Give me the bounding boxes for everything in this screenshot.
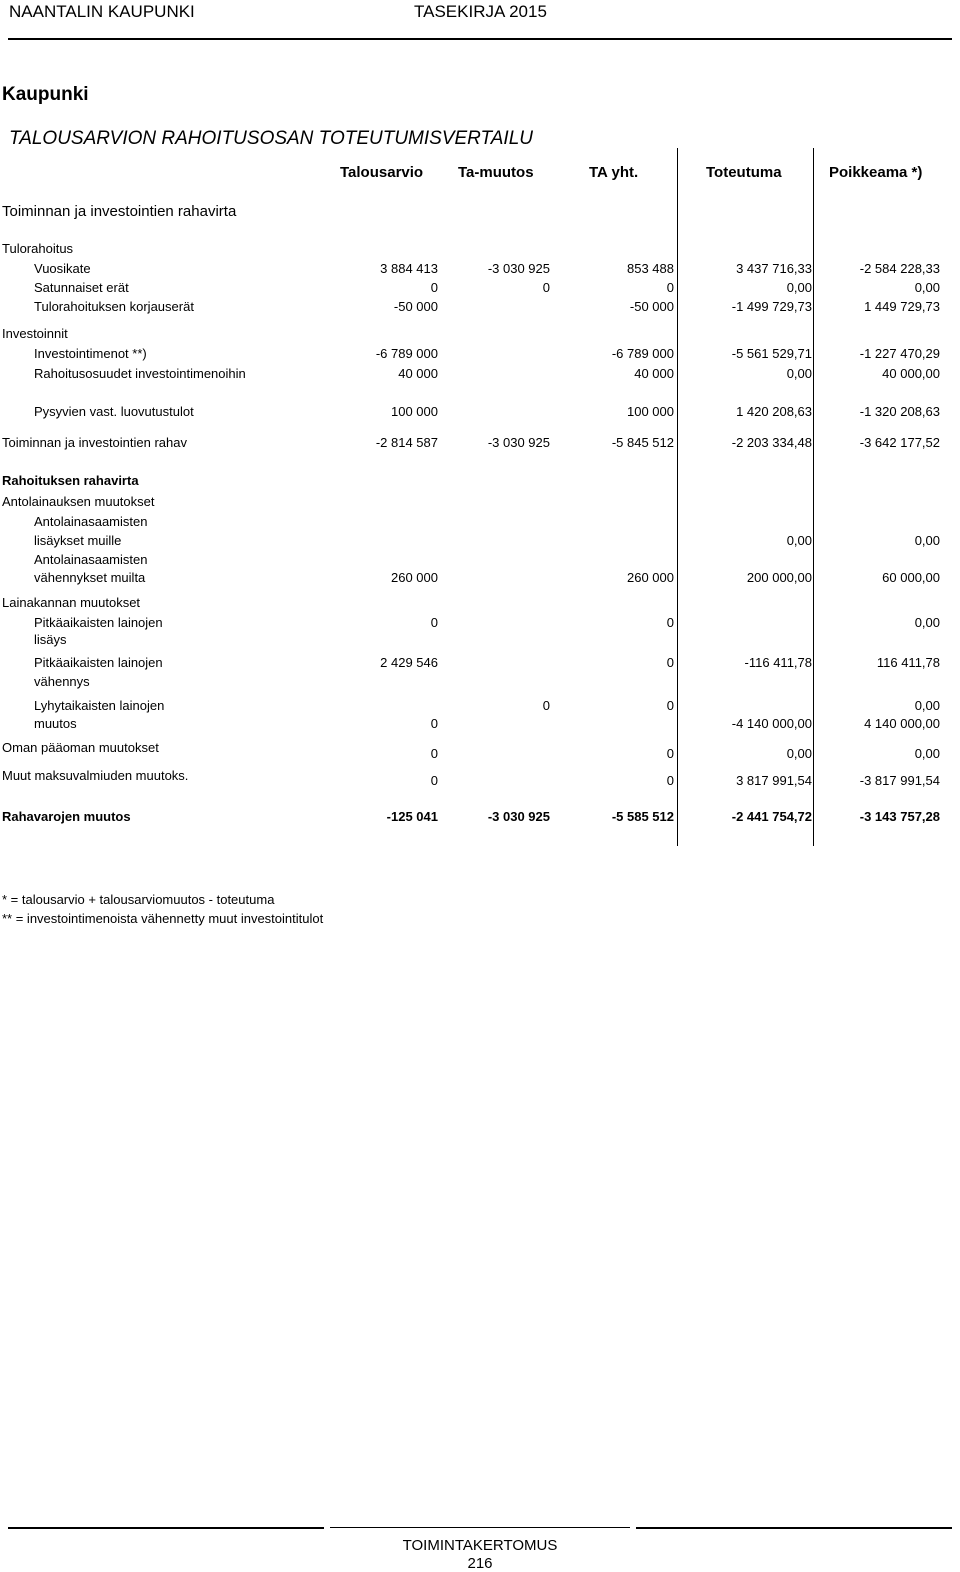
footnote: * = talousarvio + talousarviomuutos - toteutuma xyxy=(2,892,275,907)
col-header-poikkeama: Poikkeama *) xyxy=(829,164,923,181)
col-header-toteutuma: Toteutuma xyxy=(706,164,782,181)
cell-ta-yht: 0 xyxy=(666,773,674,788)
cell-ta-yht: -5 585 512 xyxy=(611,809,674,824)
group-heading-investoinnit: Investoinnit xyxy=(2,326,68,341)
cell-ta-yht: 260 000 xyxy=(627,570,674,585)
cell-talousarvio: 0 xyxy=(430,716,438,731)
footer-rule xyxy=(8,1527,324,1529)
cell-talousarvio: -50 000 xyxy=(393,299,438,314)
row-label: Rahavarojen muutos xyxy=(2,809,131,824)
row-label-cont: muutos xyxy=(34,716,77,731)
cell-toteutuma: 1 420 208,63 xyxy=(736,404,812,419)
cell-talousarvio: -125 041 xyxy=(386,809,438,824)
cell-toteutuma: -2 203 334,48 xyxy=(731,435,812,450)
document-title: TASEKIRJA 2015 xyxy=(414,2,547,21)
cell-toteutuma: -4 140 000,00 xyxy=(731,716,812,731)
cell-poikkeama: -3 642 177,52 xyxy=(859,435,940,450)
cell-poikkeama: 0,00 xyxy=(914,533,940,548)
cell-ta-yht: 100 000 xyxy=(627,404,674,419)
col-header-talousarvio: Talousarvio xyxy=(340,164,424,181)
row-label-cont: lisäys xyxy=(34,632,67,647)
cell-poikkeama: 0,00 xyxy=(914,698,940,713)
cell-talousarvio: 0 xyxy=(430,773,438,788)
table-row-label-line xyxy=(0,632,960,650)
cell-ta-yht: -5 845 512 xyxy=(611,435,674,450)
page-number: 216 xyxy=(467,1555,493,1572)
cell-toteutuma: 0,00 xyxy=(786,366,812,381)
row-label: Pitkäaikaisten lainojen xyxy=(34,615,163,630)
cell-talousarvio: 2 429 546 xyxy=(380,655,438,670)
cell-poikkeama: 1 449 729,73 xyxy=(864,299,940,314)
table-row-label-line xyxy=(0,514,960,532)
row-label: Oman pääoman muutokset xyxy=(2,740,159,755)
group-heading-antolainaus: Antolainauksen muutokset xyxy=(2,494,155,509)
section-heading-financing: Rahoituksen rahavirta xyxy=(2,473,139,488)
group-heading-row xyxy=(0,595,960,613)
header-rule xyxy=(8,38,952,40)
table-row-label-line xyxy=(0,674,960,692)
cell-toteutuma: -5 561 529,71 xyxy=(731,346,812,361)
cell-talousarvio: 3 884 413 xyxy=(380,261,438,276)
cell-toteutuma: 0,00 xyxy=(786,746,812,761)
table-row xyxy=(0,655,960,673)
row-label: Investointimenot **) xyxy=(34,346,147,361)
total-row xyxy=(0,809,960,827)
cell-poikkeama: -2 584 228,33 xyxy=(859,261,940,276)
footer-section: TOIMINTAKERTOMUS xyxy=(402,1537,558,1554)
cell-poikkeama: 4 140 000,00 xyxy=(864,716,940,731)
page-title: Kaupunki xyxy=(2,84,89,105)
cell-talousarvio: 40 000 xyxy=(398,366,438,381)
table-row xyxy=(0,366,960,384)
table-row xyxy=(0,346,960,364)
cell-ta-yht: 0 xyxy=(666,698,674,713)
col-header-ta-muutos: Ta-muutos xyxy=(458,164,534,181)
cell-talousarvio: 0 xyxy=(430,615,438,630)
cell-talousarvio: 0 xyxy=(430,746,438,761)
row-label-cont: lisäykset muille xyxy=(34,533,122,548)
table-row xyxy=(0,716,960,734)
cell-ta-yht: 40 000 xyxy=(634,366,674,381)
cell-ta-muutos: 0 xyxy=(542,280,550,295)
cell-ta-yht: 0 xyxy=(666,615,674,630)
cell-ta-yht: 0 xyxy=(666,746,674,761)
cell-talousarvio: 260 000 xyxy=(391,570,438,585)
row-label: Vuosikate xyxy=(34,261,91,276)
row-label: Toiminnan ja investointien rahav xyxy=(2,435,187,450)
table-row xyxy=(0,299,960,317)
table-row xyxy=(0,261,960,279)
cell-toteutuma: 0,00 xyxy=(786,533,812,548)
row-label: Pysyvien vast. luovutustulot xyxy=(34,404,194,419)
cell-poikkeama: 0,00 xyxy=(914,280,940,295)
cell-talousarvio: 100 000 xyxy=(391,404,438,419)
group-heading-row xyxy=(0,494,960,512)
cell-poikkeama: 0,00 xyxy=(914,615,940,630)
row-label: Satunnaiset erät xyxy=(34,280,129,295)
cell-ta-muutos: -3 030 925 xyxy=(487,261,550,276)
cell-ta-muutos: -3 030 925 xyxy=(487,435,550,450)
footer-rule xyxy=(330,1527,630,1528)
table-row xyxy=(0,533,960,551)
cell-talousarvio: 0 xyxy=(430,280,438,295)
cell-poikkeama: 0,00 xyxy=(914,746,940,761)
cell-ta-yht: 0 xyxy=(666,655,674,670)
cell-poikkeama: 40 000,00 xyxy=(882,366,940,381)
row-label: Pitkäaikaisten lainojen xyxy=(34,655,163,670)
footnote: ** = investointimenoista vähennetty muut investointitulot xyxy=(2,911,324,926)
table-row xyxy=(0,570,960,588)
group-heading-lainakanta: Lainakannan muutokset xyxy=(2,595,141,610)
row-label: Muut maksuvalmiuden muutoks. xyxy=(2,768,189,783)
group-heading-row xyxy=(0,473,960,491)
table-row-label-line xyxy=(0,552,960,570)
cell-ta-yht: 853 488 xyxy=(627,261,674,276)
cell-toteutuma: 200 000,00 xyxy=(746,570,812,585)
cell-toteutuma: -116 411,78 xyxy=(744,655,812,670)
row-label: Lyhytaikaisten lainojen xyxy=(34,698,165,713)
row-label: Tulorahoituksen korjauserät xyxy=(34,299,194,314)
row-label: Rahoitusosuudet investointimenoihin xyxy=(34,366,246,381)
cell-talousarvio: -6 789 000 xyxy=(375,346,438,361)
row-label: Antolainasaamisten xyxy=(34,514,148,529)
cell-talousarvio: -2 814 587 xyxy=(375,435,438,450)
cell-toteutuma: 0,00 xyxy=(786,280,812,295)
group-heading-row xyxy=(0,241,960,259)
cell-poikkeama: -3 817 991,54 xyxy=(859,773,940,788)
cell-poikkeama: 60 000,00 xyxy=(882,570,940,585)
row-label-cont: vähennykset muilta xyxy=(34,570,146,585)
row-label-cont: vähennys xyxy=(34,674,90,689)
section-heading-operating: Toiminnan ja investointien rahavirta xyxy=(2,203,237,220)
table-row xyxy=(0,746,960,764)
cell-ta-yht: -6 789 000 xyxy=(611,346,674,361)
cell-ta-muutos: 0 xyxy=(542,698,550,713)
row-label: Antolainasaamisten xyxy=(34,552,148,567)
table-row xyxy=(0,280,960,298)
table-row xyxy=(0,404,960,422)
cell-toteutuma: 3 817 991,54 xyxy=(736,773,812,788)
cell-toteutuma: -2 441 754,72 xyxy=(731,809,812,824)
org-name: NAANTALIN KAUPUNKI xyxy=(9,2,195,21)
cell-poikkeama: 116 411,78 xyxy=(876,655,940,670)
cell-toteutuma: 3 437 716,33 xyxy=(736,261,812,276)
group-heading-tulorahoitus: Tulorahoitus xyxy=(2,241,74,256)
subtotal-row xyxy=(0,435,960,453)
cell-ta-yht: 0 xyxy=(666,280,674,295)
cell-poikkeama: -1 227 470,29 xyxy=(859,346,940,361)
footer-rule xyxy=(636,1527,952,1529)
report-subtitle: TALOUSARVION RAHOITUSOSAN TOTEUTUMISVERTAILU xyxy=(9,128,533,149)
cell-poikkeama: -1 320 208,63 xyxy=(859,404,940,419)
table-row xyxy=(0,773,960,791)
col-header-ta-yht: TA yht. xyxy=(589,164,639,181)
table-row xyxy=(0,698,960,716)
cell-ta-muutos: -3 030 925 xyxy=(487,809,550,824)
cell-ta-yht: -50 000 xyxy=(629,299,674,314)
cell-toteutuma: -1 499 729,73 xyxy=(731,299,812,314)
group-heading-row xyxy=(0,326,960,344)
cell-poikkeama: -3 143 757,28 xyxy=(859,809,940,824)
table-row xyxy=(0,615,960,633)
